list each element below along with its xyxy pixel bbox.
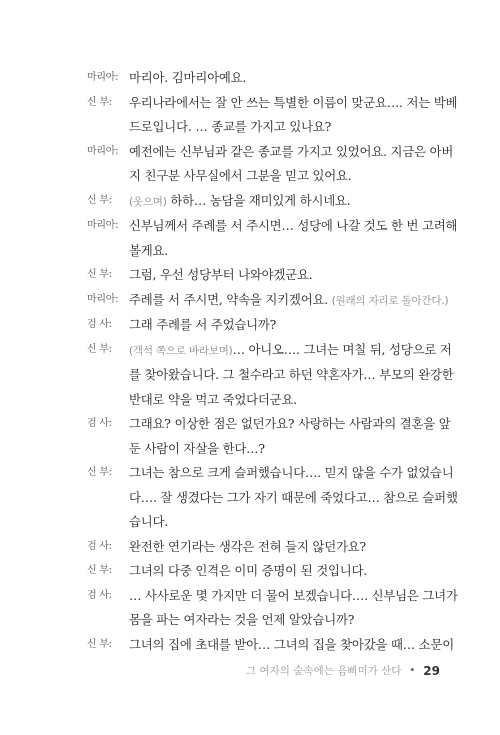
text-line	[129, 461, 458, 486]
spoken-text: 예전에는 신부님과 같은 종교를 가지고 있었어요. 지금은 아버	[129, 143, 454, 159]
dialogue-entry	[87, 140, 454, 189]
speaker-label: 마리아:	[87, 72, 119, 83]
dialogue-entry	[87, 584, 458, 633]
dialogue-entry	[87, 461, 458, 535]
spoken-text: 습니다.	[129, 514, 169, 529]
text-line	[129, 189, 447, 215]
dialogue-text	[129, 313, 447, 338]
spoken-text: 그래요? 이상한 점은 없던가요? 사랑하는 사람과의 결혼을 앞	[129, 416, 451, 431]
dialogue-text	[129, 412, 451, 461]
dialogue-text	[129, 189, 447, 215]
speaker-label: 검 사:	[87, 418, 112, 429]
running-title: 그 여자의 숲속에는 음삐미가 산다	[246, 665, 402, 677]
stage-direction: (객석 쪽으로 바라보며)	[129, 344, 233, 357]
dialogue-entry	[87, 214, 458, 263]
speaker-label: 검 사:	[87, 540, 112, 552]
dialogue-text	[129, 91, 457, 140]
speaker-label: 검 사:	[87, 319, 112, 330]
spoken-text: 그녀의 집에 초대를 받아… 그녀의 집을 찾아갔을 때… 소문이	[129, 636, 454, 652]
spoken-text: … 아니오…. 그녀는 며칠 뒤, 성당으로 저	[232, 341, 452, 357]
dialogue-entry	[87, 313, 447, 338]
dialogue-entry	[87, 412, 451, 461]
spoken-text: … 사사로운 몇 가지만 더 물어 보겠습니다…. 신부님은 그녀가	[129, 587, 458, 603]
dialogue-text	[129, 263, 447, 288]
spoken-text: 주례를 서 주시면, 약속을 지키겠어요.	[129, 291, 332, 307]
text-line	[129, 115, 457, 140]
speaker-label: 신 부:	[87, 96, 112, 108]
spoken-text: 그녀는 참으로 크게 슬퍼했습니다…. 믿지 않을 수가 없었습니	[129, 465, 454, 480]
spoken-text: 몸을 파는 여자라는 것을 언제 알았습니까?	[129, 612, 355, 627]
spoken-text: 볼게요.	[129, 242, 169, 258]
text-line	[129, 584, 458, 609]
speaker-label: 신 부:	[87, 467, 112, 478]
spoken-text: 우리나라에서는 잘 안 쓰는 특별한 이름이 맞군요…. 저는 박베	[129, 94, 458, 110]
spoken-text: 완전한 연기라는 생각은 전혀 들지 않던가요?	[129, 538, 366, 554]
speaker-label: 신 부:	[87, 565, 112, 576]
dialogue-entry	[87, 535, 447, 560]
text-line	[129, 288, 448, 314]
dialogue-entry	[87, 66, 447, 91]
text-line	[129, 363, 454, 388]
play-script-body	[87, 66, 458, 657]
spoken-text: 그럼, 우선 성당부터 나와야겠군요.	[129, 267, 313, 282]
dialogue-text	[129, 140, 453, 189]
spoken-text: 신부님께서 주례를 서 주시면… 성당에 나갈 것도 한 번 고려해	[129, 218, 458, 233]
speaker-label: 검 사:	[87, 589, 112, 601]
speaker-label: 신 부:	[87, 269, 112, 280]
text-line	[129, 535, 447, 560]
dialogue-entry	[87, 338, 454, 413]
speaker-label: 마리아:	[87, 220, 119, 231]
dialogue-text	[129, 535, 447, 560]
dialogue-text	[129, 584, 458, 633]
dialogue-entry	[87, 189, 447, 215]
text-line	[129, 263, 447, 288]
text-line	[129, 239, 457, 264]
dialogue-text	[129, 288, 448, 314]
dialogue-text	[129, 559, 447, 584]
text-line	[129, 412, 451, 437]
dialogue-entry	[87, 288, 447, 314]
speaker-label: 신 부:	[87, 343, 112, 355]
text-line	[129, 388, 454, 413]
dialogue-entry	[87, 633, 454, 658]
text-line	[129, 486, 458, 511]
text-line	[129, 214, 457, 239]
spoken-text: 다…. 잘 생겼다는 그가 자기 때문에 죽었다고… 참으로 슬퍼했	[129, 489, 458, 505]
text-line	[129, 633, 454, 658]
text-line	[129, 91, 457, 116]
page-footer	[246, 663, 440, 678]
text-line	[129, 338, 454, 364]
spoken-text: 드로입니다. … 종교를 가지고 있나요?	[129, 119, 332, 134]
spoken-text: 마리아. 김마리아예요.	[129, 70, 247, 85]
footer-separator: •	[409, 665, 416, 676]
dialogue-entry	[87, 559, 447, 584]
stage-direction: (원래의 자리로 돌아간다.)	[331, 294, 449, 307]
dialogue-text	[129, 338, 454, 413]
spoken-text: 지 친구분 사무실에서 그분을 믿고 있어요.	[129, 168, 352, 183]
dialogue-text	[129, 66, 447, 91]
text-line	[129, 608, 458, 633]
text-line	[129, 510, 458, 535]
speaker-label: 마리아:	[87, 145, 119, 157]
text-line	[129, 140, 453, 165]
text-line	[129, 559, 447, 584]
speaker-label: 신 부:	[87, 638, 112, 650]
dialogue-text	[129, 214, 457, 263]
text-line	[129, 66, 447, 91]
spoken-text: 하하… 농담을 재미있게 하시네요.	[166, 192, 351, 208]
dialogue-entry	[87, 263, 447, 288]
speaker-label: 신 부:	[87, 194, 112, 206]
dialogue-text	[129, 633, 454, 658]
spoken-text: 둔 사람이 자살을 한다…?	[129, 440, 265, 456]
dialogue-entry	[87, 91, 458, 140]
stage-direction: (웃으며)	[129, 195, 167, 208]
dialogue-text	[129, 461, 458, 535]
text-line	[129, 437, 451, 462]
text-line	[129, 164, 453, 189]
speaker-label: 마리아:	[87, 293, 119, 305]
spoken-text: 반대로 약을 먹고 죽었다더군요.	[129, 391, 297, 407]
text-line	[129, 313, 447, 338]
spoken-text: 그래 주례를 서 주었습니까?	[129, 317, 277, 332]
spoken-text: 를 찾아왔습니다. 그 철수라고 하던 약혼자가… 부모의 완강한	[129, 367, 454, 382]
page-number: 29	[423, 663, 440, 678]
spoken-text: 그녀의 다중 인격은 이미 증명이 된 것입니다.	[129, 563, 368, 578]
